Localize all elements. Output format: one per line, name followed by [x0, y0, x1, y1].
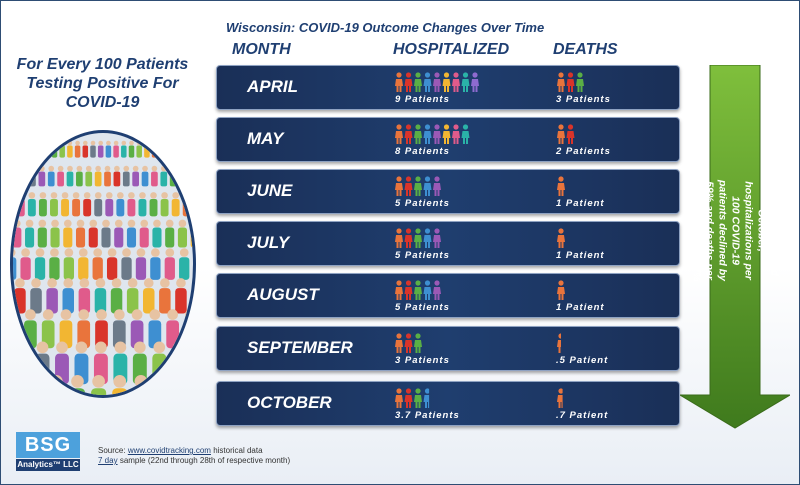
- crowd-person: [78, 248, 88, 280]
- crowd-person: [105, 192, 113, 216]
- left-title-line: COVID-19: [65, 94, 140, 111]
- crowd-person: [143, 278, 155, 313]
- person-icon: [557, 72, 565, 92]
- logo-main: BSG: [16, 432, 80, 458]
- crowd-person: [55, 342, 69, 385]
- person-icon: [405, 388, 413, 408]
- person-icon: [443, 72, 451, 92]
- crowd-person: [51, 220, 60, 248]
- person-icon: [395, 333, 403, 353]
- deaths-label: 1 Patient: [556, 250, 605, 261]
- crowd-person: [136, 248, 146, 280]
- person-icon: [424, 280, 432, 300]
- crowd-person: [127, 220, 136, 248]
- column-header-month: MONTH: [232, 41, 291, 58]
- person-icon: [443, 124, 451, 144]
- hospitalized-icons: [395, 176, 443, 196]
- arrow-caption: [680, 65, 790, 395]
- person-icon: [557, 388, 565, 408]
- person-icon: [414, 280, 422, 300]
- crowd-person: [49, 248, 59, 280]
- crowd-illustration: [13, 133, 193, 395]
- crowd-person: [136, 141, 142, 158]
- decline-arrow: [680, 65, 790, 430]
- hospitalized-icons: [395, 333, 424, 353]
- crowd-person: [160, 166, 167, 187]
- crowd-person: [85, 166, 92, 187]
- crowd-person: [179, 248, 189, 280]
- person-icon: [405, 124, 413, 144]
- crowd-person: [89, 220, 98, 248]
- person-icon: [471, 72, 479, 92]
- left-title-line: Testing Positive For: [26, 75, 179, 92]
- crowd-person: [83, 141, 89, 158]
- person-icon: [424, 388, 432, 408]
- person-icon: [395, 228, 403, 248]
- source-prefix: Source:: [98, 446, 126, 455]
- crowd-person: [152, 220, 161, 248]
- person-icon: [395, 388, 403, 408]
- crowd-person: [90, 141, 96, 158]
- crowd-person: [35, 248, 45, 280]
- crowd-person: [165, 248, 175, 280]
- person-icon: [405, 280, 413, 300]
- month-row: [216, 221, 680, 266]
- crowd-person: [57, 166, 64, 187]
- person-icon: [405, 72, 413, 92]
- crowd-person: [76, 166, 83, 187]
- logo-sub: Analytics™ LLC: [17, 460, 79, 469]
- crowd-person: [104, 166, 111, 187]
- hospitalized-label: 5 Patients: [395, 198, 450, 209]
- person-icon: [414, 228, 422, 248]
- person-icon: [395, 72, 403, 92]
- month-label: JULY: [247, 233, 290, 252]
- crowd-person: [67, 141, 73, 158]
- crowd-person: [114, 166, 121, 187]
- hospitalized-label: 9 Patients: [395, 94, 450, 105]
- month-row: [216, 65, 680, 110]
- crowd-person: [93, 248, 103, 280]
- crowd-person: [61, 192, 69, 216]
- month-row: [216, 117, 680, 162]
- person-icon: [395, 176, 403, 196]
- sample-note: sample (22nd through 28th of respective month): [119, 456, 291, 465]
- person-icon: [395, 280, 403, 300]
- crowd-person: [111, 278, 123, 313]
- person-icon: [424, 124, 432, 144]
- crowd-person: [79, 278, 91, 313]
- person-icon: [424, 72, 432, 92]
- crowd-person: [95, 166, 102, 187]
- person-icon: [424, 176, 432, 196]
- hospitalized-label: 5 Patients: [395, 302, 450, 313]
- source-note: [98, 446, 290, 466]
- person-icon: [452, 72, 460, 92]
- month-label: SEPTEMBER: [247, 338, 353, 357]
- person-icon: [557, 176, 565, 196]
- deaths-icons: [557, 388, 567, 408]
- person-icon: [405, 176, 413, 196]
- column-header-hospitalized: HOSPITALIZED: [393, 41, 510, 58]
- deaths-label: 2 Patients: [556, 146, 611, 157]
- crowd-person: [129, 141, 135, 158]
- person-icon: [567, 124, 575, 144]
- crowd-person: [30, 278, 42, 313]
- crowd-person: [64, 248, 74, 280]
- person-icon: [567, 72, 575, 92]
- person-icon: [557, 280, 565, 300]
- deaths-icons: [557, 280, 567, 300]
- month-row: [216, 381, 680, 426]
- month-label: AUGUST: [247, 285, 319, 304]
- deaths-icons: [557, 124, 576, 144]
- month-label: OCTOBER: [247, 393, 332, 412]
- left-title-line: For Every 100 Patients: [16, 56, 189, 73]
- hospitalized-icons: [395, 124, 471, 144]
- person-icon: [557, 124, 565, 144]
- person-icon: [414, 388, 422, 408]
- crowd-person: [46, 278, 58, 313]
- crowd-person: [123, 166, 130, 187]
- deaths-icons: [557, 176, 567, 196]
- month-row: [216, 326, 680, 371]
- crowd-person: [48, 166, 55, 187]
- person-icon: [576, 72, 584, 92]
- left-title: [10, 55, 195, 112]
- crowd-person: [13, 220, 21, 248]
- crowd-person: [140, 220, 149, 248]
- month-row: [216, 169, 680, 214]
- person-icon: [405, 228, 413, 248]
- crowd-person: [63, 278, 75, 313]
- crowd-person: [175, 278, 187, 313]
- person-icon: [405, 333, 413, 353]
- person-icon: [424, 228, 432, 248]
- hospitalized-label: 5 Patients: [395, 250, 450, 261]
- crowd-person: [76, 220, 85, 248]
- crowd-person: [113, 141, 119, 158]
- month-label: JUNE: [247, 181, 293, 200]
- crowd-person: [83, 192, 91, 216]
- crowd-person: [159, 278, 171, 313]
- person-icon: [557, 228, 565, 248]
- crowd-person: [106, 141, 112, 158]
- hospitalized-label: 3 Patients: [395, 355, 450, 366]
- crowd-person: [150, 248, 160, 280]
- person-icon: [462, 124, 470, 144]
- crowd-person: [150, 192, 158, 216]
- crowd-person: [67, 166, 74, 187]
- hospitalized-icons: [395, 228, 443, 248]
- deaths-label: 1 Patient: [556, 198, 605, 209]
- person-icon: [414, 176, 422, 196]
- sample-link: 7 day: [98, 456, 118, 465]
- person-icon: [433, 280, 441, 300]
- deaths-icons: [557, 228, 567, 248]
- column-header-deaths: DEATHS: [553, 41, 618, 58]
- person-icon: [414, 333, 422, 353]
- crowd-person: [14, 278, 26, 313]
- deaths-label: .7 Patient: [556, 410, 609, 421]
- person-icon: [433, 228, 441, 248]
- crowd-person: [101, 220, 110, 248]
- bsg-logo: [16, 432, 80, 472]
- crowd-person: [13, 248, 16, 280]
- deaths-label: 3 Patients: [556, 94, 611, 105]
- hospitalized-icons: [395, 72, 481, 92]
- month-label: MAY: [247, 129, 284, 148]
- arrow-caption-text: Between April and October, hospitalizations per 100 COVID-19 patients declined by 59% and deaths per 100 declined by 77%: [690, 178, 781, 282]
- hospitalized-icons: [395, 388, 433, 408]
- crowd-person: [116, 192, 124, 216]
- hospitalized-label: 3.7 Patients: [395, 410, 460, 421]
- crowd-person: [94, 192, 102, 216]
- person-icon: [414, 72, 422, 92]
- crowd-person: [161, 192, 169, 216]
- crowd-person: [39, 166, 46, 187]
- crowd-person: [172, 192, 180, 216]
- person-icon: [557, 333, 565, 353]
- crowd-person: [20, 248, 30, 280]
- source-suffix: historical data: [213, 446, 263, 455]
- crowd-person: [132, 166, 139, 187]
- deaths-icons: [557, 333, 567, 353]
- person-icon: [414, 124, 422, 144]
- deaths-label: 1 Patient: [556, 302, 605, 313]
- crowd-person: [107, 248, 117, 280]
- crowd-person: [114, 220, 123, 248]
- person-icon: [395, 124, 403, 144]
- crowd-person: [72, 192, 80, 216]
- crowd-image: [10, 130, 196, 398]
- crowd-person: [91, 375, 106, 395]
- crowd-person: [166, 309, 179, 348]
- crowd-person: [142, 166, 149, 187]
- crowd-person: [38, 220, 47, 248]
- crowd-person: [112, 375, 127, 395]
- person-icon: [433, 72, 441, 92]
- crowd-person: [50, 192, 58, 216]
- hospitalized-label: 8 Patients: [395, 146, 450, 157]
- month-row: [216, 273, 680, 318]
- crowd-person: [127, 192, 135, 216]
- person-icon: [462, 72, 470, 92]
- chart-title: Wisconsin: COVID-19 Outcome Changes Over Time: [226, 20, 545, 35]
- person-icon: [433, 176, 441, 196]
- crowd-person: [178, 220, 187, 248]
- crowd-person: [98, 141, 104, 158]
- crowd-person: [28, 192, 36, 216]
- crowd-person: [95, 278, 107, 313]
- source-link[interactable]: www.covidtracking.com: [127, 446, 211, 455]
- person-icon: [452, 124, 460, 144]
- crowd-person: [139, 192, 147, 216]
- crowd-person: [165, 220, 174, 248]
- crowd-person: [151, 166, 158, 187]
- crowd-person: [121, 141, 127, 158]
- crowd-person: [25, 220, 34, 248]
- crowd-person: [63, 220, 72, 248]
- person-icon: [433, 124, 441, 144]
- crowd-person: [121, 248, 131, 280]
- month-label: APRIL: [247, 77, 298, 96]
- crowd-person: [75, 141, 81, 158]
- crowd-person: [127, 278, 138, 313]
- hospitalized-icons: [395, 280, 443, 300]
- deaths-label: .5 Patient: [556, 355, 609, 366]
- deaths-icons: [557, 72, 586, 92]
- crowd-person: [39, 192, 47, 216]
